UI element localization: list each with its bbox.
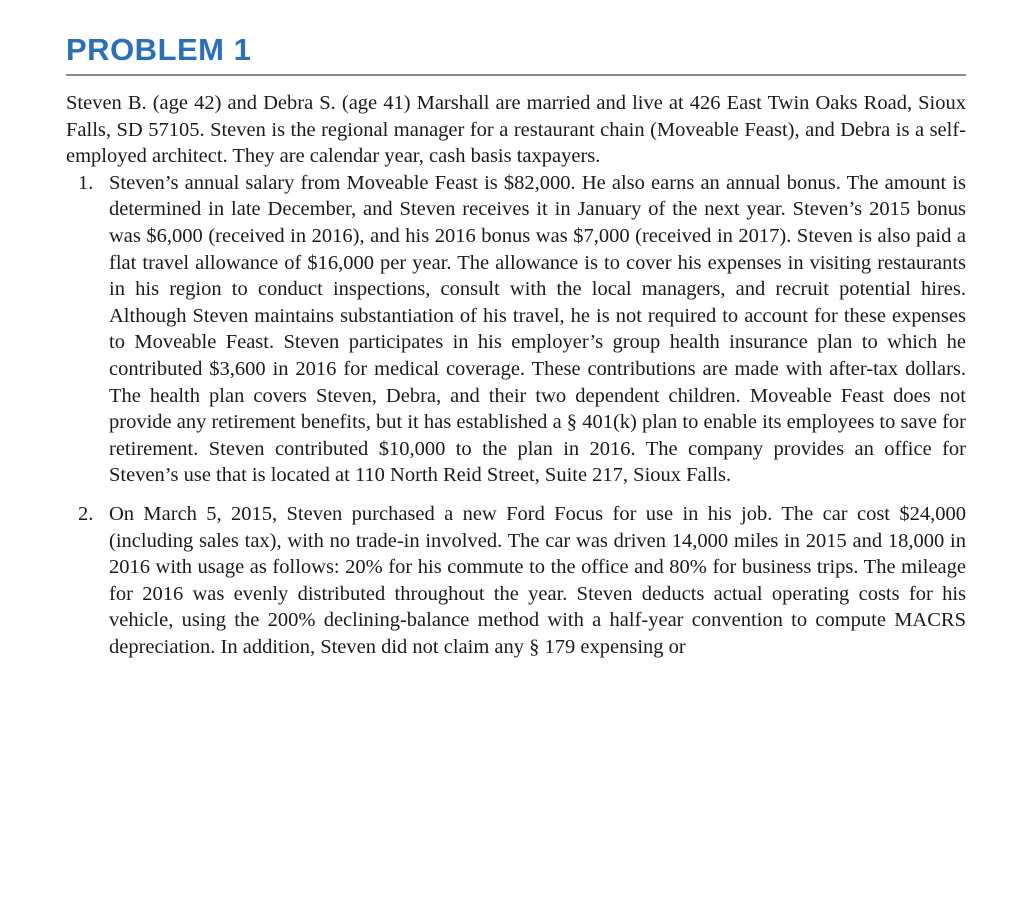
intro-paragraph: Steven B. (age 42) and Debra S. (age 41) Marshall are married and live at 426 East Twin Oaks Road, Sioux Falls, SD 57105. Steven is the regional manager for a restaurant chain (Moveable Feast), and Debra is a self-employed architect. They are calendar year, cash basis taxpayers. <box>66 92 966 168</box>
problem-items-list <box>66 170 966 661</box>
list-item <box>66 170 966 489</box>
title-divider <box>66 74 966 76</box>
problem-title: PROBLEM 1 <box>66 32 252 67</box>
item-number: 1. <box>78 171 94 194</box>
item-number: 2. <box>78 502 94 525</box>
document-page <box>66 30 966 660</box>
list-item <box>66 501 966 661</box>
item-text: On March 5, 2015, Steven purchased a new Ford Focus for use in his job. The car cost $24,000 (including sales tax), with no trade-in involved. The car was driven 14,000 miles in 2015 and 18,000 in 2016 with usage as follows: 20% for his commute to the office and 80% for business trips. The mileage for 2016 was evenly distributed throughout the year. Steven deducts actual operating costs for his vehicle, using the 200% declining-balance method with a half-year convention to compute MACRS depreciation. In addition, Steven did not claim any § 179 expensing or <box>109 502 966 658</box>
item-text: Steven’s annual salary from Moveable Feast is $82,000. He also earns an annual bonus. The amount is determined in late December, and Steven receives it in January of the next year. Steven’s 2015 bonus was $6,000 (received in 2016), and his 2016 bonus was $7,000 (received in 2017). Steven is also paid a flat travel allowance of $16,000 per year. The allowance is to cover his expenses in visiting restaurants in his region to conduct inspections, consult with the local managers, and recruit potential hires. Although Steven maintains substantiation of his travel, he is not required to account for these expenses to Moveable Feast. Steven participates in his employer’s group health insurance plan to which he contributed $3,600 in 2016 for medical coverage. These contributions are made with after-tax dollars. The health plan covers Steven, Debra, and their two dependent children. Moveable Feast does not provide any retirement benefits, but it has established a § 401(k) plan to enable its employees to save for retirement. Steven contributed $10,000 to the plan in 2016. The company provides an office for Steven’s use that is located at 110 North Reid Street, Suite 217, Sioux Falls. <box>109 171 966 487</box>
